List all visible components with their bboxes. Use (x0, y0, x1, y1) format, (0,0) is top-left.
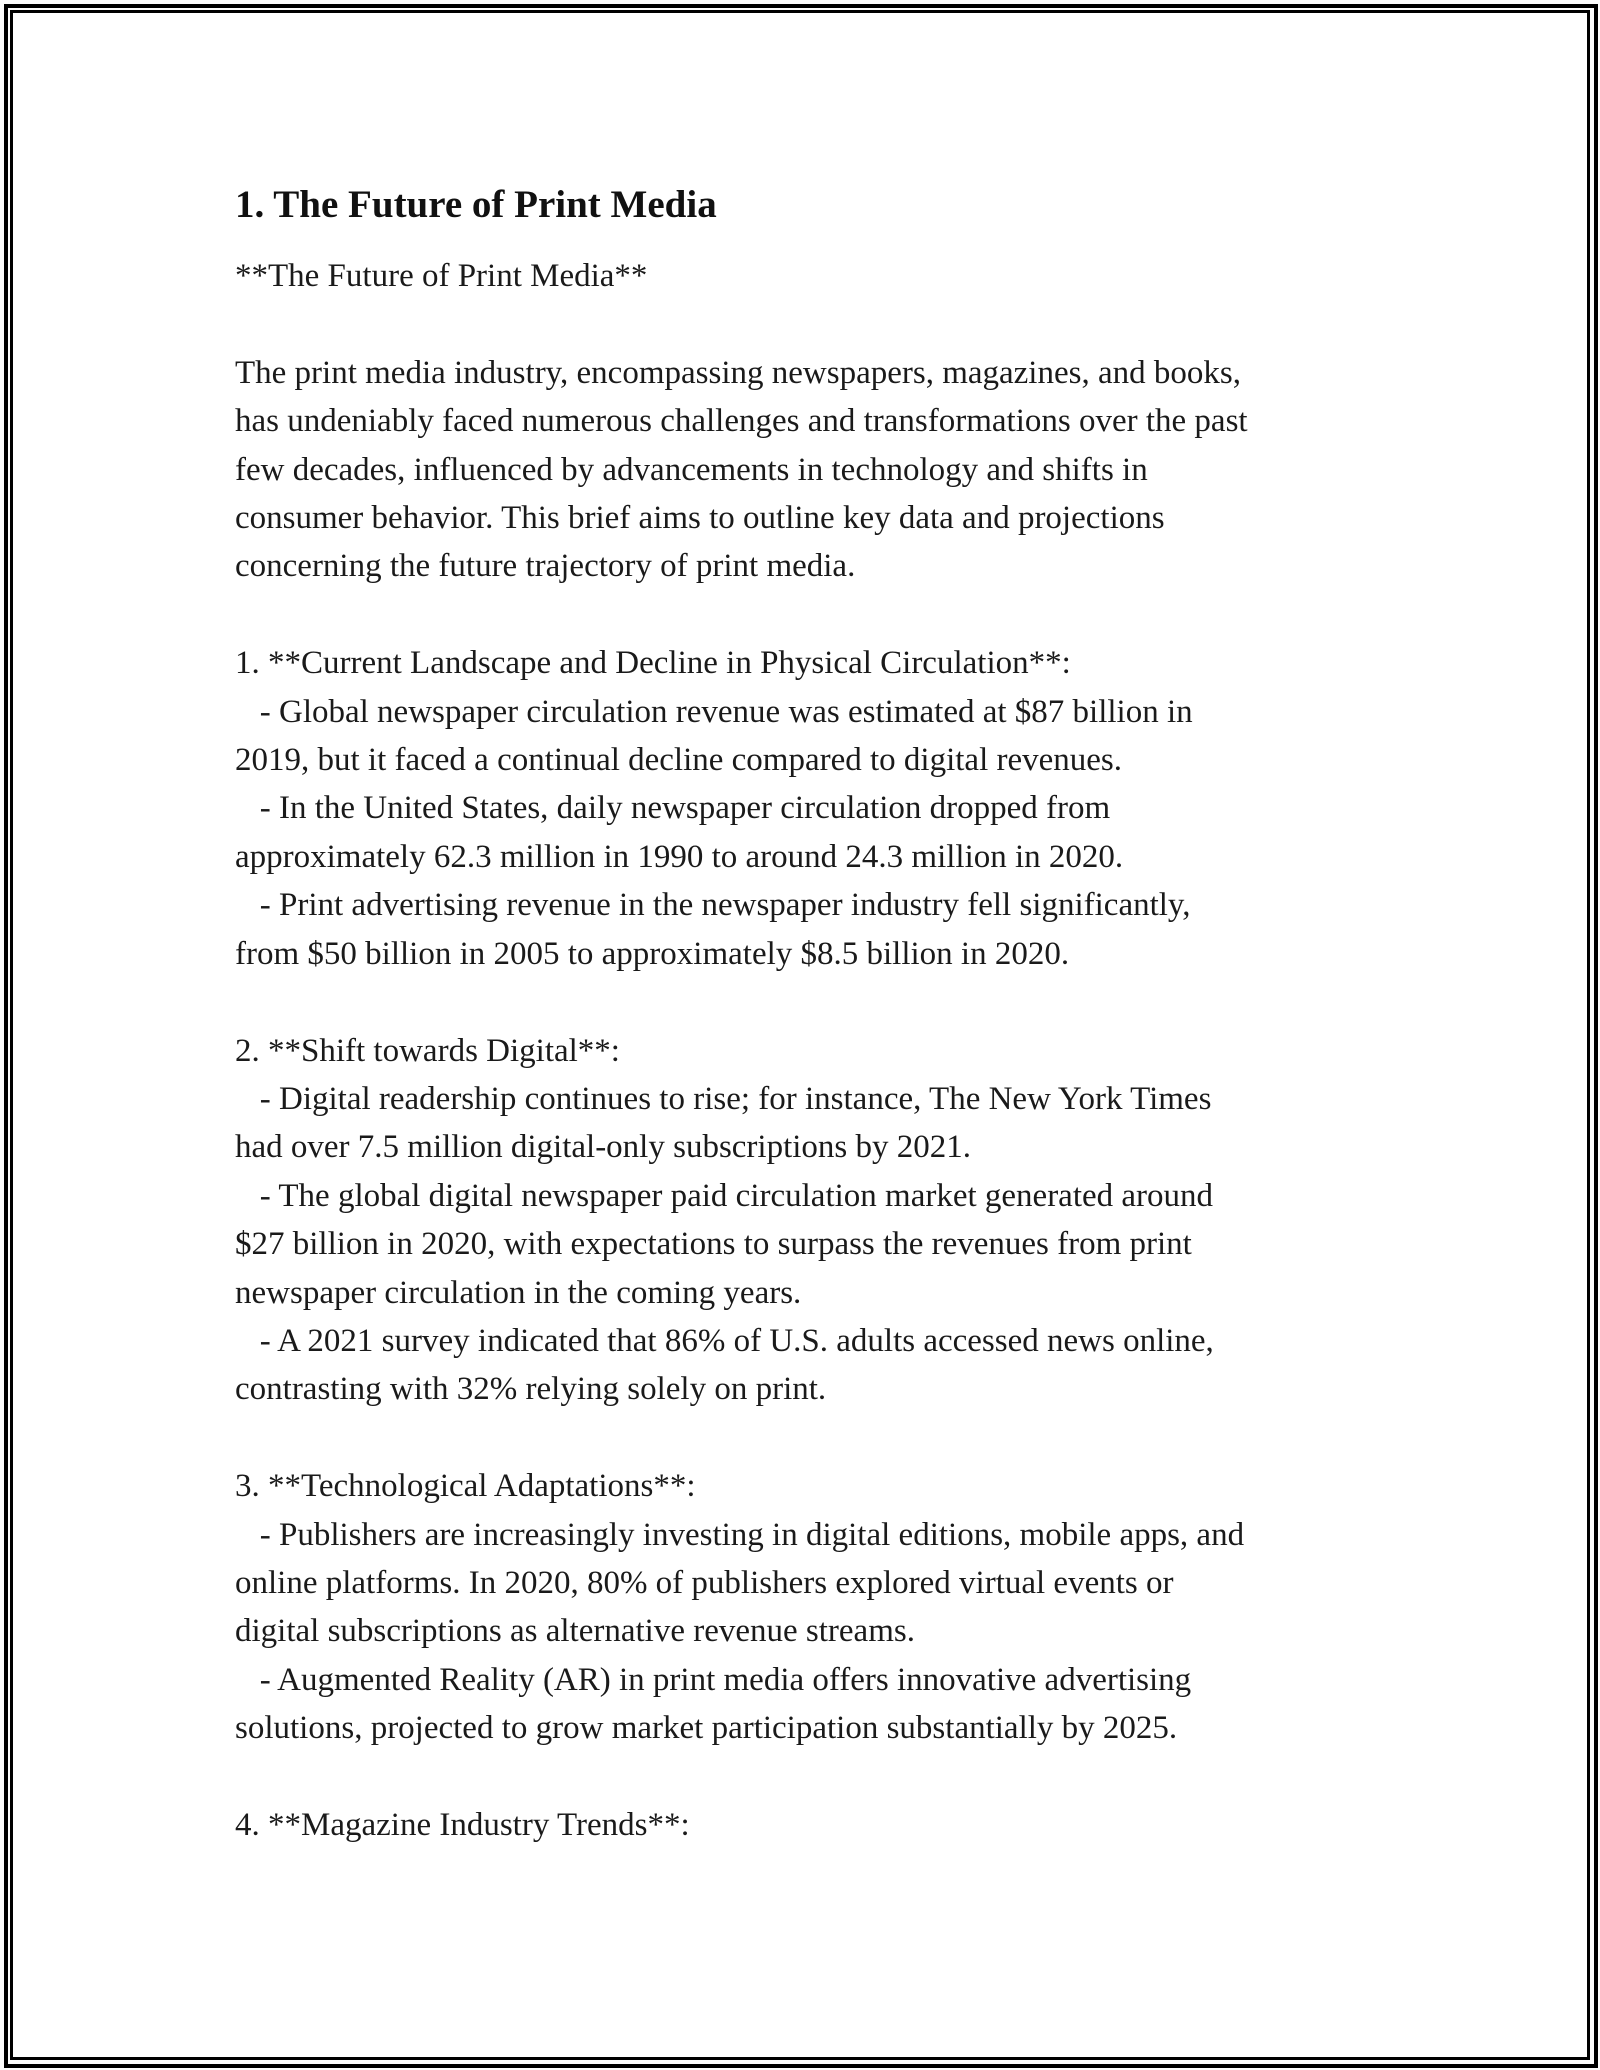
document-page (235, 182, 1395, 1849)
document-title: 1. The Future of Print Media (235, 183, 717, 226)
document-body: **The Future of Print Media** The print media industry, encompassing newspapers, magazines, and books, has undeniably faced numerous challenges and transformations over the past few decades, influenced by advancements in technology and shifts in consumer behavior. This brief aims to outline key data and projections concerning the future trajectory of print media. 1. **Current Landscape and Decline in Physical Circulation**: - Global newspaper circulation revenue was estimated at $87 billion in 2019, but it faced a continual decline compared to digital revenues. - In the United States, daily newspaper circulation dropped from approximately 62.3 million in 1990 to around 24.3 million in 2020. - Print advertising revenue in the newspaper industry fell significantly, from $50 billion in 2005 to approximately $8.5 billion in 2020. 2. **Shift towards Digital**: - Digital readership continues to rise; for instance, The New York Times had over 7.5 million digital-only subscriptions by 2021. - The global digital newspaper paid circulation market generated around $27 billion in 2020, with expectations to surpass the revenues from print newspaper circulation in the coming years. - A 2021 survey indicated that 86% of U.S. adults accessed news online, contrasting with 32% relying solely on print. 3. **Technological Adaptations**: - Publishers are increasingly investing in digital editions, mobile apps, and online platforms. In 2020, 80% of publishers explored virtual events or digital subscriptions as alternative revenue streams. - Augmented Reality (AR) in print media offers innovative advertising solutions, projected to grow market participation substantially by 2025. 4. **Magazine Industry Trends**: (235, 258, 1248, 1843)
